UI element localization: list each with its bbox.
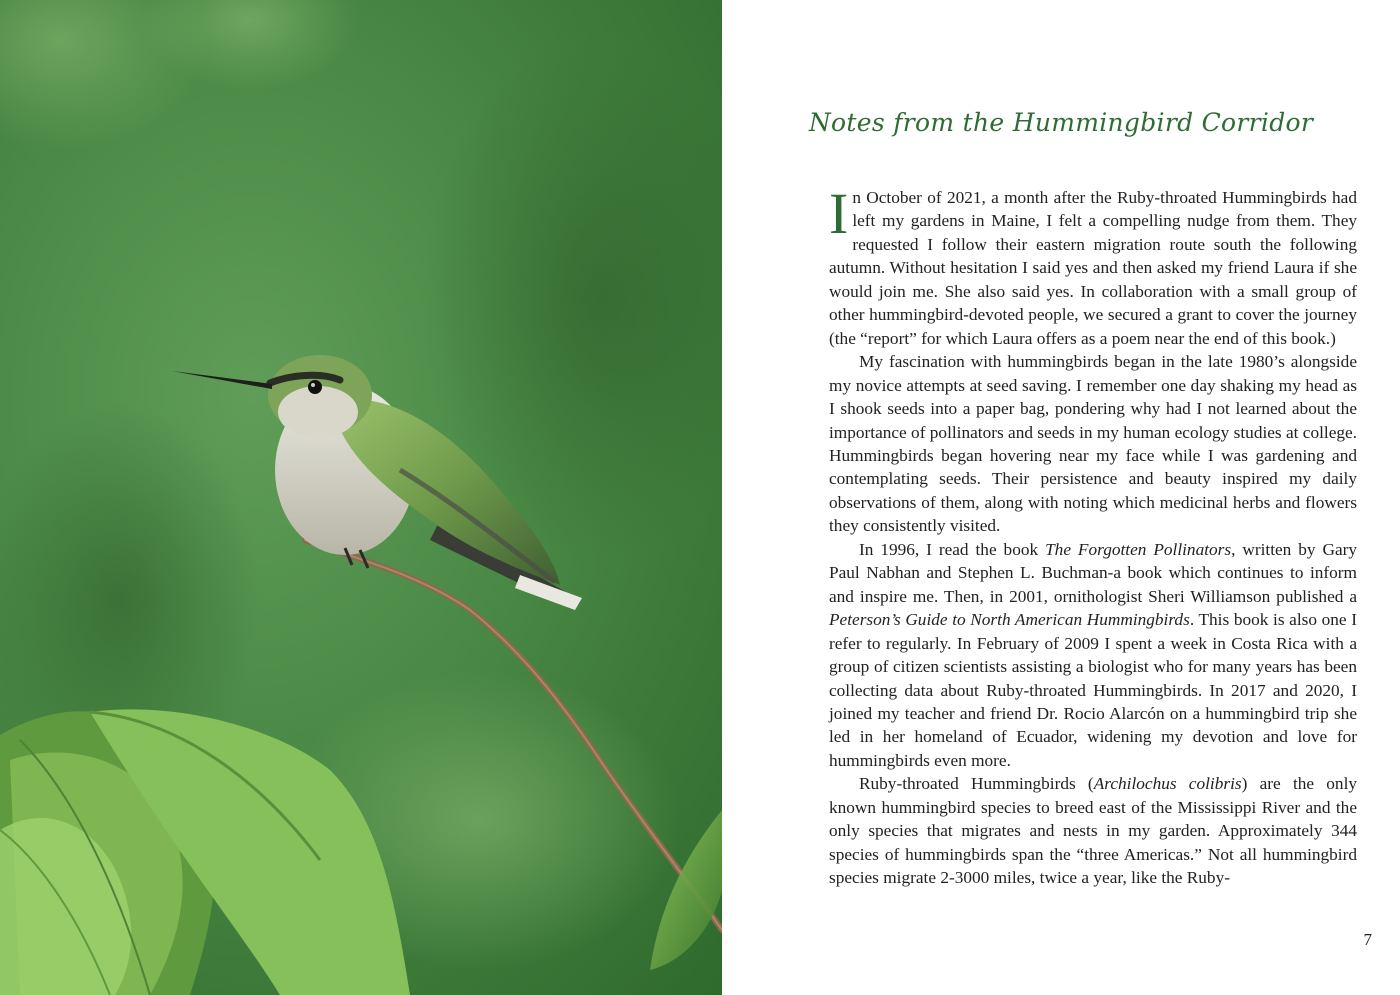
paragraph-3 xyxy=(829,538,1357,773)
paragraph-4-part2: ) are the only known hummingbird species to breed east of the Mississippi River and the only species that migrates and nests in my garden. Approximately 344 species of hummingbirds span the “three Americas.” Not all hummingbird species migrate 2-3000 miles, twice a year, like the Ruby- xyxy=(829,774,1358,888)
paragraph-1-text: n October of 2021, a month after the Ruby-throated Hummingbirds had left my gardens in Maine, I felt a compelling nudge from them. They requested I follow their eastern migration route south the following autumn. Without hesitation I said yes and then asked my friend Laura if she would join me. She also said yes. In collaboration with a small group of other hummingbird-devoted people, we secured a grant to cover the journey (the “report” for which Laura offers as a poem near the end of this book.) xyxy=(829,188,1357,348)
paragraph-1 xyxy=(829,181,1357,350)
book-title-forgotten-pollinators: The Forgotten Pollinators xyxy=(1045,539,1232,559)
page-number: 7 xyxy=(1363,930,1372,949)
text-page xyxy=(722,0,1400,995)
body-text xyxy=(829,181,1358,890)
chapter-title: Notes from the Hummingbird Corridor xyxy=(808,108,1314,137)
paragraph-3-part1: In 1996, I read the book xyxy=(859,539,1046,559)
book-title-petersons-guide: Peterson’s Guide to North American Hummingbirds xyxy=(829,610,1190,630)
drop-cap: I xyxy=(829,181,849,246)
paragraph-3-part2: , written by Gary Paul Nabhan and Stephen L. Buchman-a book which continues to inform and inspire me. Then, in 2001, ornithologist Sheri Williamson published a xyxy=(829,539,1358,606)
paragraph-2: My fascination with hummingbirds began in the late 1980’s alongside my novice attempts at seed saving. I remember one day shaking my head as I shook seeds into a paper bag, pondering why had I not learned about the importance of pollinators and seeds in my human ecology studies at college. Hummingbirds began hovering near my face while I was gardening and contemplating seeds. Their persistence and beauty inspired my daily observations of them, along with noting which medicinal herbs and flowers they consistently visited. xyxy=(829,352,1357,536)
paragraph-4 xyxy=(829,772,1357,889)
paragraph-3-part3: . This book is also one I refer to regularly. In February of 2009 I spent a week in Costa Rica with a group of citizen scientists assisting a biologist who for many years has been collecting data about Ruby-throated Hummingbirds. In 2017 and 2020, I joined my teacher and friend Dr. Rocio Alarcón on a hummingbird trip she led in her homeland of Ecuador, widening my devotion and love for hummingbirds even more. xyxy=(829,610,1357,770)
species-name: Archilochus colibris xyxy=(1093,774,1242,794)
paragraph-4-part1: Ruby-throated Hummingbirds ( xyxy=(859,774,1094,794)
